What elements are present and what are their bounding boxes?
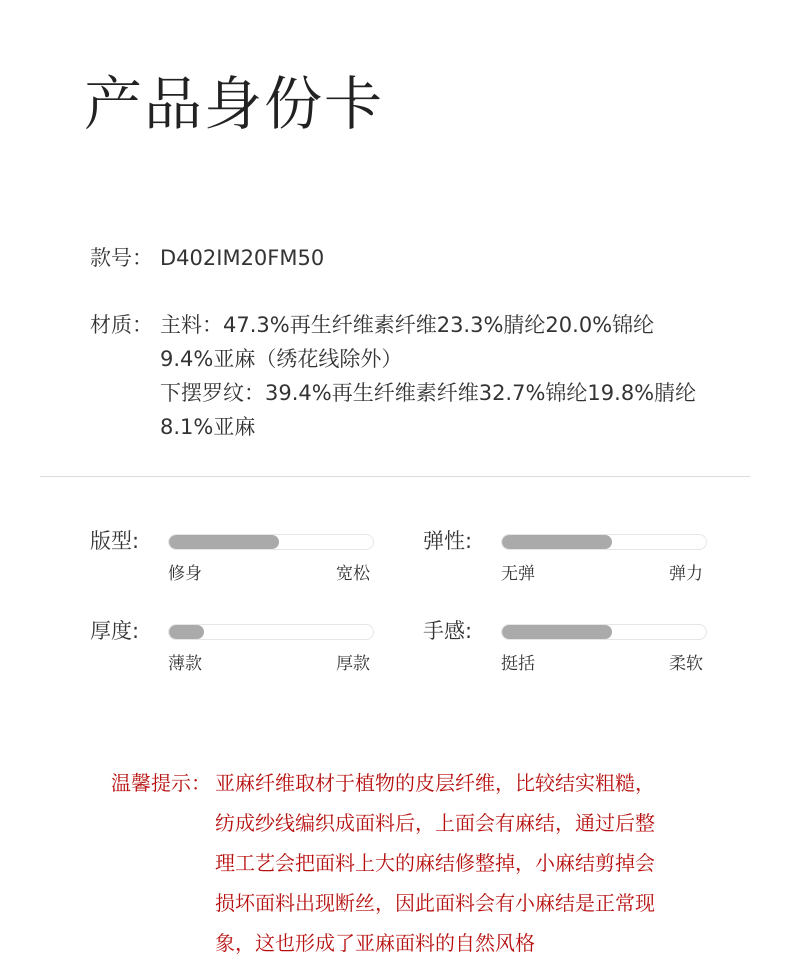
material-line: 9.4%亚麻（绣花线除外） xyxy=(160,347,403,371)
material-line: 下摆罗纹：39.4%再生纤维素纤维32.7%锦纶19.8%腈纶 xyxy=(160,381,697,405)
page-title: 产品身份卡 xyxy=(84,70,385,138)
material-line: 主料：47.3%再生纤维素纤维23.3%腈纶20.0%锦纶 xyxy=(160,313,655,337)
attribute-elasticity xyxy=(423,526,723,586)
notice-line: 纺成纱线编织成面料后，上面会有麻结，通过后整 xyxy=(215,811,655,835)
attribute-fit xyxy=(90,526,390,586)
attribute-label: 版型: xyxy=(90,529,140,553)
attribute-hand-feel xyxy=(423,616,723,676)
level-bar-track xyxy=(501,624,707,640)
scale-max-label: 宽松 xyxy=(336,564,370,584)
level-bar-fill xyxy=(502,535,612,549)
material-label: 材质： xyxy=(90,313,153,337)
level-bar-fill xyxy=(169,625,204,639)
notice-line: 象，这也形成了亚麻面料的自然风格 xyxy=(215,931,535,955)
notice-line: 损坏面料出现断丝，因此面料会有小麻结是正常现 xyxy=(215,891,655,915)
material-row xyxy=(90,308,170,342)
style-number-label: 款号： xyxy=(90,246,153,270)
scale-max-label: 柔软 xyxy=(669,654,703,674)
style-number-row xyxy=(90,241,490,275)
style-number-value: D402IM20FM50 xyxy=(160,246,325,270)
level-bar-track xyxy=(168,624,374,640)
scale-min-label: 修身 xyxy=(168,564,202,584)
attribute-label: 厚度: xyxy=(90,619,140,643)
notice-line: 理工艺会把面料上大的麻结修整掉，小麻结剪掉会 xyxy=(215,851,655,875)
material-line: 8.1%亚麻 xyxy=(160,415,256,439)
level-bar-track xyxy=(501,534,707,550)
level-bar-fill xyxy=(502,625,612,639)
level-bar-fill xyxy=(169,535,279,549)
section-divider xyxy=(40,476,750,477)
scale-min-label: 无弹 xyxy=(501,564,535,584)
scale-min-label: 薄款 xyxy=(168,654,202,674)
notice-line: 亚麻纤维取材于植物的皮层纤维，比较结实粗糙， xyxy=(215,771,655,795)
attribute-label: 弹性: xyxy=(423,529,473,553)
attribute-label: 手感: xyxy=(423,619,473,643)
attribute-thickness xyxy=(90,616,390,676)
scale-max-label: 厚款 xyxy=(336,654,370,674)
notice-label: 温馨提示： xyxy=(111,771,211,795)
level-bar-track xyxy=(168,534,374,550)
scale-min-label: 挺括 xyxy=(501,654,535,674)
scale-max-label: 弹力 xyxy=(669,564,703,584)
